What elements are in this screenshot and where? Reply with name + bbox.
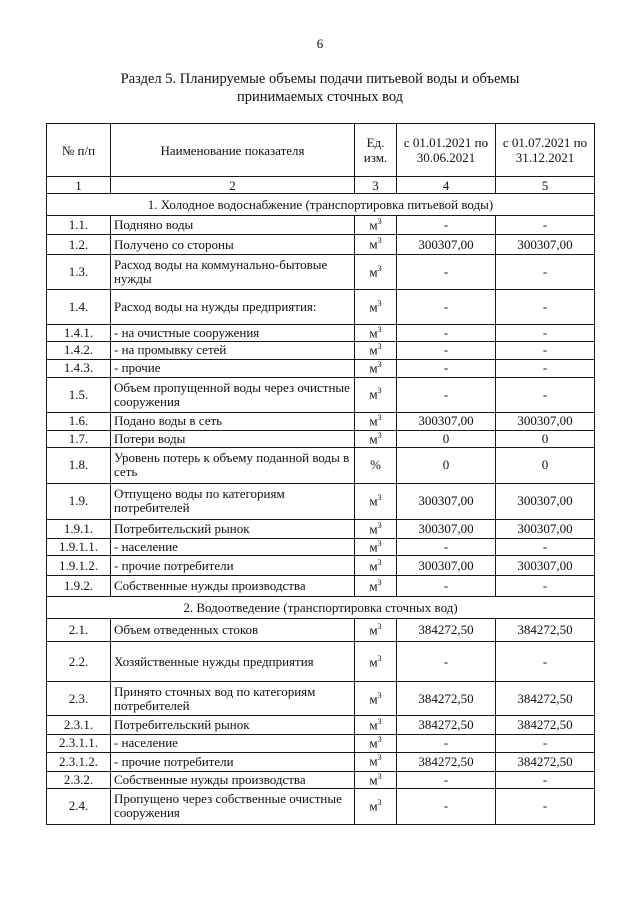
value-period-2: - [496,359,595,377]
row-number: 1.7. [47,430,111,447]
row-number: 2.3.1. [47,716,111,735]
unit-exponent: 3 [377,325,382,334]
unit-exponent: 3 [377,557,382,567]
unit [355,556,397,576]
unit-exponent: 3 [377,798,382,808]
unit-base: м [369,299,378,315]
unit [355,359,397,377]
table-row [47,447,595,483]
value-period-2: - [496,377,595,412]
table-row [47,216,595,235]
unit-base: м [369,717,378,733]
table-row [47,619,595,642]
unit: % [355,447,397,483]
indicator-name: - прочие потребители [111,752,355,771]
table-body [47,194,595,825]
row-number: 2.4. [47,788,111,824]
section-header: 1. Холодное водоснабжение (транспортировка питьевой воды) [47,194,595,216]
value-period-2: 300307,00 [496,556,595,576]
indicator-name: Потребительский рынок [111,519,355,538]
table-row [47,430,595,447]
unit-base: м [369,557,378,573]
unit-base: м [369,735,378,751]
table-row [47,642,595,682]
unit-base: м [369,360,378,376]
indicator-name: Подано воды в сеть [111,412,355,430]
column-number: 4 [397,177,496,194]
row-number: 1.9.1. [47,519,111,538]
indicator-name: - на промывку сетей [111,342,355,359]
value-period-1: 384272,50 [397,682,496,716]
value-period-1: - [397,325,496,342]
unit [355,716,397,735]
table-row [47,290,595,325]
value-period-1: - [397,359,496,377]
unit-base: м [369,771,378,787]
value-period-1: 0 [397,447,496,483]
table-row [47,682,595,716]
row-number: 1.3. [47,255,111,290]
row-number: 2.2. [47,642,111,682]
unit-exponent: 3 [377,430,382,440]
header-period-2: с 01.07.2021 по 31.12.2021 [496,124,595,177]
unit-base: м [369,430,378,446]
value-period-1: - [397,290,496,325]
column-number: 1 [47,177,111,194]
row-number: 1.4. [47,290,111,325]
unit [355,255,397,290]
row-number: 2.3.1.2. [47,752,111,771]
row-number: 1.4.2. [47,342,111,359]
value-period-2: 300307,00 [496,519,595,538]
table-row [47,538,595,555]
row-number: 1.6. [47,412,111,430]
unit-exponent: 3 [377,653,382,663]
section-title-line-1: Раздел 5. Планируемые объемы подачи питьевой воды и объемы [120,71,520,87]
row-number: 1.4.3. [47,359,111,377]
unit-base: м [369,653,378,669]
value-period-1: 384272,50 [397,752,496,771]
value-period-2: 384272,50 [496,716,595,735]
indicator-name: - население [111,735,355,752]
value-period-1: 300307,00 [397,235,496,255]
unit [355,235,397,255]
value-period-2: - [496,538,595,555]
table-row [47,325,595,342]
unit-exponent: 3 [377,622,382,632]
row-number: 2.3.2. [47,771,111,788]
indicator-name: Получено со стороны [111,235,355,255]
indicator-name: Хозяйственные нужды предприятия [111,642,355,682]
value-period-1: 300307,00 [397,519,496,538]
value-period-1: - [397,216,496,235]
indicator-name: Уровень потерь к объему поданной воды в сеть [111,447,355,483]
value-period-2: - [496,576,595,597]
value-period-2: - [496,788,595,824]
table-row [47,788,595,824]
table-row [47,752,595,771]
value-period-2: - [496,342,595,359]
unit-base: м [369,622,378,638]
value-period-2: 300307,00 [496,412,595,430]
indicator-name: Объем отведенных стоков [111,619,355,642]
unit-exponent: 3 [377,578,382,588]
unit-base: м [369,493,378,509]
value-period-2: 300307,00 [496,235,595,255]
column-number: 2 [111,177,355,194]
unit [355,735,397,752]
indicator-name: Отпущено воды по категориям потребителей [111,483,355,519]
value-period-2: 384272,50 [496,619,595,642]
unit-base: м [369,386,378,402]
table-row [47,412,595,430]
value-period-2: - [496,216,595,235]
row-number: 1.5. [47,377,111,412]
row-number: 2.3. [47,682,111,716]
unit-exponent: 3 [377,493,382,503]
column-number: 5 [496,177,595,194]
unit-base: м [369,690,378,706]
indicator-name: - прочие [111,359,355,377]
value-period-2: 300307,00 [496,483,595,519]
unit [355,682,397,716]
unit [355,538,397,555]
value-period-1: - [397,255,496,290]
value-period-2: - [496,771,595,788]
unit [355,619,397,642]
indicator-name: Потери воды [111,430,355,447]
value-period-1: 300307,00 [397,556,496,576]
unit [355,576,397,597]
table-row [47,735,595,752]
table-row [47,771,595,788]
column-number-row [47,177,595,194]
unit [355,377,397,412]
header-unit: Ед. изм. [355,124,397,177]
unit [355,771,397,788]
table-row [47,359,595,377]
unit-exponent: 3 [377,735,382,745]
unit-base: м [369,578,378,594]
table-row [47,519,595,538]
unit-exponent: 3 [377,386,382,396]
value-period-1: - [397,576,496,597]
unit [355,752,397,771]
unit-exponent: 3 [377,359,382,369]
volumes-table [46,123,595,825]
value-period-1: - [397,735,496,752]
indicator-name: Потребительский рынок [111,716,355,735]
unit-exponent: 3 [377,263,382,273]
unit-base: м [369,521,378,537]
header-num: № п/п [47,124,111,177]
row-number: 1.9. [47,483,111,519]
unit-base: м [369,217,378,233]
unit-base: м [369,798,378,814]
value-period-2: 0 [496,430,595,447]
table-row [47,716,595,735]
table-row [47,235,595,255]
section-header-row [47,597,595,619]
value-period-2: - [496,325,595,342]
value-period-1: - [397,642,496,682]
value-period-2: - [496,735,595,752]
indicator-name: Расход воды на нужды предприятия: [111,290,355,325]
row-number: 1.2. [47,235,111,255]
unit-base: м [369,342,378,358]
table-row [47,556,595,576]
value-period-2: - [496,642,595,682]
page-number: 6 [316,36,324,51]
unit-exponent: 3 [377,717,382,727]
unit [355,342,397,359]
row-number: 1.9.2. [47,576,111,597]
value-period-1: - [397,771,496,788]
indicator-name: - прочие потребители [111,556,355,576]
unit-exponent: 3 [377,771,382,781]
unit [355,325,397,342]
row-number: 1.9.1.2. [47,556,111,576]
unit [355,483,397,519]
unit-exponent: 3 [377,412,382,422]
value-period-1: 384272,50 [397,716,496,735]
unit [355,788,397,824]
unit [355,290,397,325]
unit [355,430,397,447]
table-row [47,377,595,412]
unit-base: м [369,413,378,429]
value-period-1: - [397,788,496,824]
unit-exponent: 3 [377,236,382,246]
indicator-name: Принято сточных вод по категориям потребителей [111,682,355,716]
table-row [47,483,595,519]
row-number: 1.8. [47,447,111,483]
value-period-1: 384272,50 [397,619,496,642]
value-period-2: 0 [496,447,595,483]
unit-exponent: 3 [377,298,382,308]
value-period-1: 300307,00 [397,412,496,430]
table-row [47,255,595,290]
indicator-name: - на очистные сооружения [111,325,355,342]
row-number: 2.1. [47,619,111,642]
column-number: 3 [355,177,397,194]
unit [355,216,397,235]
unit-exponent: 3 [377,690,382,700]
header-name: Наименование показателя [111,124,355,177]
value-period-2: - [496,290,595,325]
unit-base: м [369,539,378,555]
indicator-name: Подняно воды [111,216,355,235]
value-period-1: 300307,00 [397,483,496,519]
unit-exponent: 3 [377,216,382,226]
value-period-1: 0 [397,430,496,447]
section-header-row [47,194,595,216]
row-number: 2.3.1.1. [47,735,111,752]
unit-exponent: 3 [377,520,382,530]
indicator-name: Собственные нужды производства [111,771,355,788]
unit [355,642,397,682]
row-number: 1.9.1.1. [47,538,111,555]
row-number: 1.4.1. [47,325,111,342]
unit-exponent: 3 [377,753,382,763]
value-period-1: - [397,538,496,555]
unit [355,412,397,430]
value-period-2: 384272,50 [496,682,595,716]
header-row [47,124,595,177]
value-period-1: - [397,342,496,359]
header-period-1: с 01.01.2021 по 30.06.2021 [397,124,496,177]
unit-exponent: 3 [377,342,382,352]
section-title-line-2: принимаемых сточных вод [236,89,404,105]
value-period-1: - [397,377,496,412]
unit-base: м [369,236,378,252]
section-header: 2. Водоотведение (транспортировка сточных вод) [47,597,595,619]
unit-base: м [369,264,378,280]
table-row [47,576,595,597]
unit [355,519,397,538]
indicator-name: - население [111,538,355,555]
section-title [60,70,580,106]
value-period-2: 384272,50 [496,752,595,771]
indicator-name: Объем пропущенной воды через очистные сооружения [111,377,355,412]
indicator-name: Расход воды на коммунально-бытовые нужды [111,255,355,290]
unit-base: м [369,325,378,341]
indicator-name: Собственные нужды производства [111,576,355,597]
indicator-name: Пропущено через собственные очистные сооружения [111,788,355,824]
value-period-2: - [496,255,595,290]
unit-base: м [369,753,378,769]
table-row [47,342,595,359]
row-number: 1.1. [47,216,111,235]
unit-exponent: 3 [377,538,382,548]
